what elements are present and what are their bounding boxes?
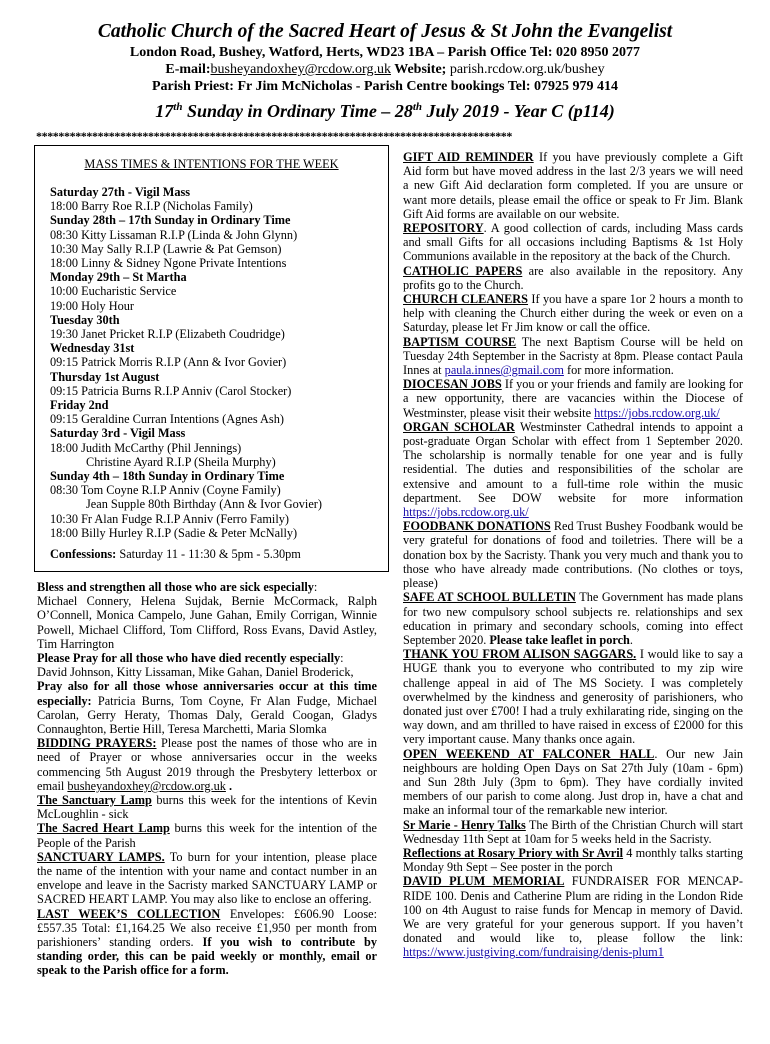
mass-intention: 09:15 Patrick Morris R.I.P (Ann & Ivor Govier) — [50, 355, 287, 370]
diocesan-jobs: DIOCESAN JOBS If you or your friends and family are looking for a new opportunity, there are vacancies within the Diocese of Westminster, please visit their website https://jobs.rcdow.org.uk/ — [403, 377, 743, 420]
mass-intention: 10:30 May Sally R.I.P (Lawrie & Pat Gemson) — [50, 241, 282, 256]
email-link[interactable]: busheyandoxhey@rcdow.org.uk — [210, 62, 391, 77]
contact-line — [0, 61, 770, 78]
mass-intention: 10:00 Eucharistic Service — [50, 284, 177, 299]
open-weekend: OPEN WEEKEND AT FALCONER HALL. Our new Jain neighbours are holding Open Days on Sat 27th July (10am - 6pm) and Sun 28th July (3pm to 6pm). They have cordially invited members of our parish to come along. Just drop in, have a chat and make an informal tour of the remarkable new interior. — [403, 746, 744, 818]
mass-day-heading: Tuesday 30th — [50, 312, 120, 327]
mass-day-heading: Thursday 1st August — [50, 369, 160, 384]
sanctuary-lamp: The Sanctuary Lamp burns this week for the intentions of Kevin McLoughlin - sick — [37, 793, 377, 822]
mass-intention: 09:15 Geraldine Curran Intentions (Agnes Ash) — [50, 412, 284, 427]
mass-day-heading: Friday 2nd — [50, 398, 109, 413]
safe-at-school: SAFE AT SCHOOL BULLETIN The Government has made plans for two new compulsory school subjects re. relationships and sex education in primary and secondary schools, coming into effect September 2020. Please take leaflet in porch. — [403, 590, 743, 647]
jobs-link[interactable]: https://jobs.rcdow.org.uk/ — [594, 405, 720, 420]
mass-intention: 08:30 Kitty Lissaman R.I.P (Linda & John Glynn) — [50, 227, 298, 242]
bidding-email-link[interactable]: busheyandoxhey@rcdow.org.uk — [67, 778, 226, 793]
mass-intention: Christine Ayard R.I.P (Sheila Murphy) — [86, 454, 276, 469]
catholic-papers: CATHOLIC PAPERS are also available in the repository. Any profits go to the Church. — [403, 263, 743, 292]
mass-intention: Jean Supple 80th Birthday (Ann & Ivor Govier) — [86, 497, 322, 512]
bidding-prayers: BIDDING PRAYERS: Please post the names of those who are in need of Prayer or whose anniversaries occur in the weeks commencing 5th August 2019 through the Presbytery letterbox or email busheyandoxhey@rcdow.org.uk . — [37, 736, 378, 793]
sacred-heart-lamp: The Sacred Heart Lamp burns this week for the intention of the People of the Parish — [37, 821, 377, 850]
mass-intention: 08:30 Tom Coyne R.I.P Anniv (Coyne Family) — [50, 483, 281, 498]
sanctuary-lamps: SANCTUARY LAMPS. To burn for your intention, please place the name of the intention with your name and contact number in an envelope and leave in the Sacristy marked SANCTUARY LAMP or SACRED HEART LAMP. You may also like to enclose an offering. — [37, 849, 377, 907]
mass-day-heading: Wednesday 31st — [50, 341, 135, 356]
justgiving-link[interactable]: https://www.justgiving.com/fundraising/denis-plum1 — [403, 945, 664, 960]
baptism-course: BAPTISM COURSE The next Baptism Course will be held on Tuesday 24th September in the Sacristy at 8pm. Please contact Paula Innes at paula.innes@gmail.com for more information. — [403, 334, 743, 378]
collection: LAST WEEK’S COLLECTION Envelopes: £606.90 Loose: £557.35 Total: £1,164.25 We also receive £1,950 per month from parishioners’ standing orders. If you wish to contribute by standing order, this can be paid weekly or monthly, email or speak to the Parish office for a form. — [37, 906, 377, 978]
left-column — [37, 580, 377, 978]
henry-talks: Sr Marie - Henry Talks The Birth of the Christian Church will start Wednesday 11th Sept at 10am for 5 weeks held in the Sacristy. — [403, 817, 744, 846]
website-link[interactable]: parish.rcdow.org.uk/bushey — [449, 62, 605, 77]
mass-day-heading: Saturday 3rd - Vigil Mass — [50, 426, 186, 441]
mass-intention: 19:30 Janet Pricket R.I.P (Elizabeth Coudridge) — [50, 327, 285, 342]
sick-prayer: Bless and strengthen all those who are sick especially: Michael Connery, Helena Sujdak, Bernie McCormack, Ralph O’Connell, Monica Campelo, June Gahan, Emily Corrigan, Winnie Powell, Michael Clifford, Tom Clifford, Ross Evans, David Astley, Tim Harrington — [37, 580, 377, 651]
mass-intention: 18:00 Barry Roe R.I.P (Nicholas Family) — [50, 199, 253, 214]
mass-intention: 10:30 Fr Alan Fudge R.I.P Anniv (Ferro Family) — [50, 511, 289, 526]
mass-intention: 18:00 Billy Hurley R.I.P (Sadie & Peter McNally) — [50, 525, 298, 540]
mass-intention: 19:00 Holy Hour — [50, 298, 135, 313]
anniversary-prayer: Pray also for all those whose anniversaries occur at this time especially: Patricia Burns, Tom Coyne, Fr Alan Fudge, Michael Carolan, Gerry Heraty, Thomas Daly, Gerald Coogan, Gladys Connaughton, Bertie Hill, Teresa Marchetti, Maria Slomka — [37, 679, 377, 737]
right-column — [403, 150, 743, 960]
repository: REPOSITORY. A good collection of cards, including Mass cards and small Gifts for all occasions including Baptisms & 1st Holy Communions available in the repository at the back of the Church. — [403, 221, 743, 264]
mass-intention: 18:00 Judith McCarthy (Phil Jennings) — [50, 440, 242, 455]
star-divider: ************************************************************************************* — [36, 130, 513, 142]
thank-you: THANK YOU FROM ALISON SAGGARS. I would like to say a HUGE thank you to everyone who contributed to my zip wire challenge appeal in aid of The MS Society. I was completely overwhelmed by the kindness and generosity of parishioners, who donated just over £700! I had a truly exhilarating ride, singing on the way down, and am thrilled to have raised in excess of £2000 for this very important cause. Many thanks once again. — [403, 647, 743, 747]
mass-day-heading: Monday 29th – St Martha — [50, 270, 187, 285]
mass-intention: 18:00 Linny & Sidney Ngone Private Intentions — [50, 256, 287, 271]
mass-list — [50, 185, 388, 540]
mass-intention: 09:15 Patricia Burns R.I.P Anniv (Carol Stocker) — [50, 383, 292, 398]
foodbank: FOODBANK DONATIONS Red Trust Bushey Foodbank would be very grateful for donations of food and toiletries. There will be a donation box by the Sacristy. Thank you very much and thank you to those who have already made contributions. (No clothes or toys, please) — [403, 519, 743, 591]
sunday-heading: 17th Sunday in Ordinary Time – 28th July 2019 - Year C (p114) — [155, 101, 615, 121]
gift-aid: GIFT AID REMINDER If you have previously complete a Gift Aid form but have moved address in the last 2/3 years we will need a new Gift Aid declaration form completed. If you are unsure or want more details, please email the office or speak to Fr Jim. Blank Gift Aid forms are available on our website. — [403, 150, 743, 221]
died-prayer: Please Pray for all those who have died recently especially: David Johnson, Kitty Lissaman, Mike Gahan, Daniel Broderick, — [37, 651, 354, 680]
church-cleaners: CHURCH CLEANERS If you have a spare 1or 2 hours a month to help with cleaning the Church either during the week or even on a Saturday, please let Fr Jim know or call the office. — [403, 292, 743, 335]
address-line: London Road, Bushey, Watford, Herts, WD23 1BA – Parish Office Tel: 020 8950 2077 — [129, 45, 641, 60]
david-plum-memorial: DAVID PLUM MEMORIAL FUNDRAISER FOR MENCAP-RIDE 100. Denis and Catherine Plum are riding in the London Ride 100 on 4th August to raise funds for Mencap in memory of David. We are very grateful for your generous support. If you haven’t donated and would like to, please follow the link: https://www.justgiving.com/fundraising/denis-plum1 — [403, 874, 743, 960]
page-title: Catholic Church of the Sacred Heart of Jesus & St John the Evangelist — [97, 21, 673, 42]
mass-times-heading: MASS TIMES & INTENTIONS FOR THE WEEK — [84, 157, 339, 171]
header — [0, 20, 770, 122]
confessions-line: Confessions: Saturday 11 - 11:30 & 5pm - 5.30pm — [50, 547, 301, 561]
organ-link[interactable]: https://jobs.rcdow.org.uk/ — [403, 505, 529, 520]
priest-line: Parish Priest: Fr Jim McNicholas - Parish Centre bookings Tel: 07925 979 414 — [151, 79, 619, 94]
mass-day-heading: Sunday 4th – 18th Sunday in Ordinary Time — [50, 469, 285, 484]
baptism-email-link[interactable]: paula.innes@gmail.com — [444, 363, 564, 378]
mass-day-heading: Saturday 27th - Vigil Mass — [50, 185, 191, 199]
website-label: Website; — [394, 62, 447, 77]
rosary-reflections: Reflections at Rosary Priory with Sr Avril 4 monthly talks starting Monday 9th Sept – See poster in the porch — [403, 845, 744, 875]
mass-day-heading: Sunday 28th – 17th Sunday in Ordinary Time — [50, 213, 291, 228]
organ-scholar: ORGAN SCHOLAR Westminster Cathedral intends to appoint a post-graduate Organ Scholar with effect from 1 September 2020. The scholarship is normally tenable for one year and is fully residential. The duties and responsibilities of the scholar are extensive and amount to a full-time role within the music department. See DOW website for more information https://jobs.rcdow.org.uk/ — [403, 419, 743, 520]
email-label: E-mail: — [165, 62, 211, 77]
